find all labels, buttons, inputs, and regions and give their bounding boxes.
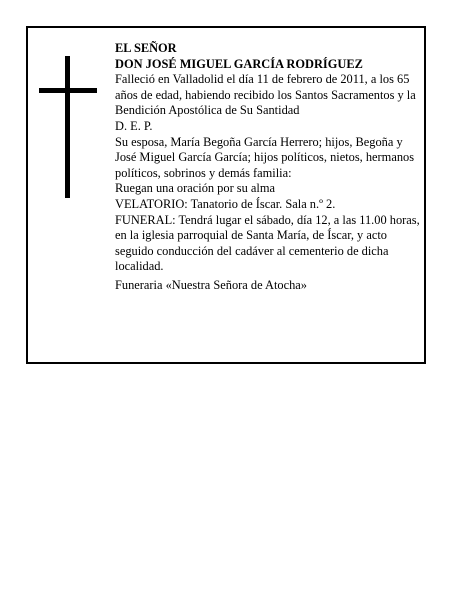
wake-info: VELATORIO: Tanatorio de Íscar. Sala n.º 2. (115, 196, 336, 211)
title-line-1: EL SEÑOR (115, 41, 177, 55)
death-statement: Falleció en Valladolid el día 11 de febrero de 2011, a los 65 años de edad, habiendo recibido los Santos Sacramentos y la Bendición Apostólica de Su Santidad (115, 72, 416, 118)
funeral-home: Funeraria «Nuestra Señora de Atocha» (115, 277, 307, 292)
obituary-notice (26, 26, 426, 364)
rip-line: D. E. P. (115, 118, 153, 133)
funeral-info: FUNERAL: Tendrá lugar el sábado, día 12, a las 11.00 horas, en la iglesia parroquial de Santa María, de Íscar, y acto seguido conducción del cadáver al cementerio de dicha localidad. (115, 212, 420, 274)
deceased-name: DON JOSÉ MIGUEL GARCÍA RODRÍGUEZ (115, 56, 363, 71)
notice-text (115, 41, 421, 294)
prayer-request: Ruegan una oración por su alma (115, 181, 275, 196)
cross-horizontal-bar (39, 88, 97, 93)
cross-vertical-bar (65, 56, 70, 198)
family-line: Su esposa, María Begoña García Herrero; hijos, Begoña y José Miguel García García; hijos políticos, nietos, hermanos políticos, sobrinos y demás familia: (115, 134, 415, 180)
